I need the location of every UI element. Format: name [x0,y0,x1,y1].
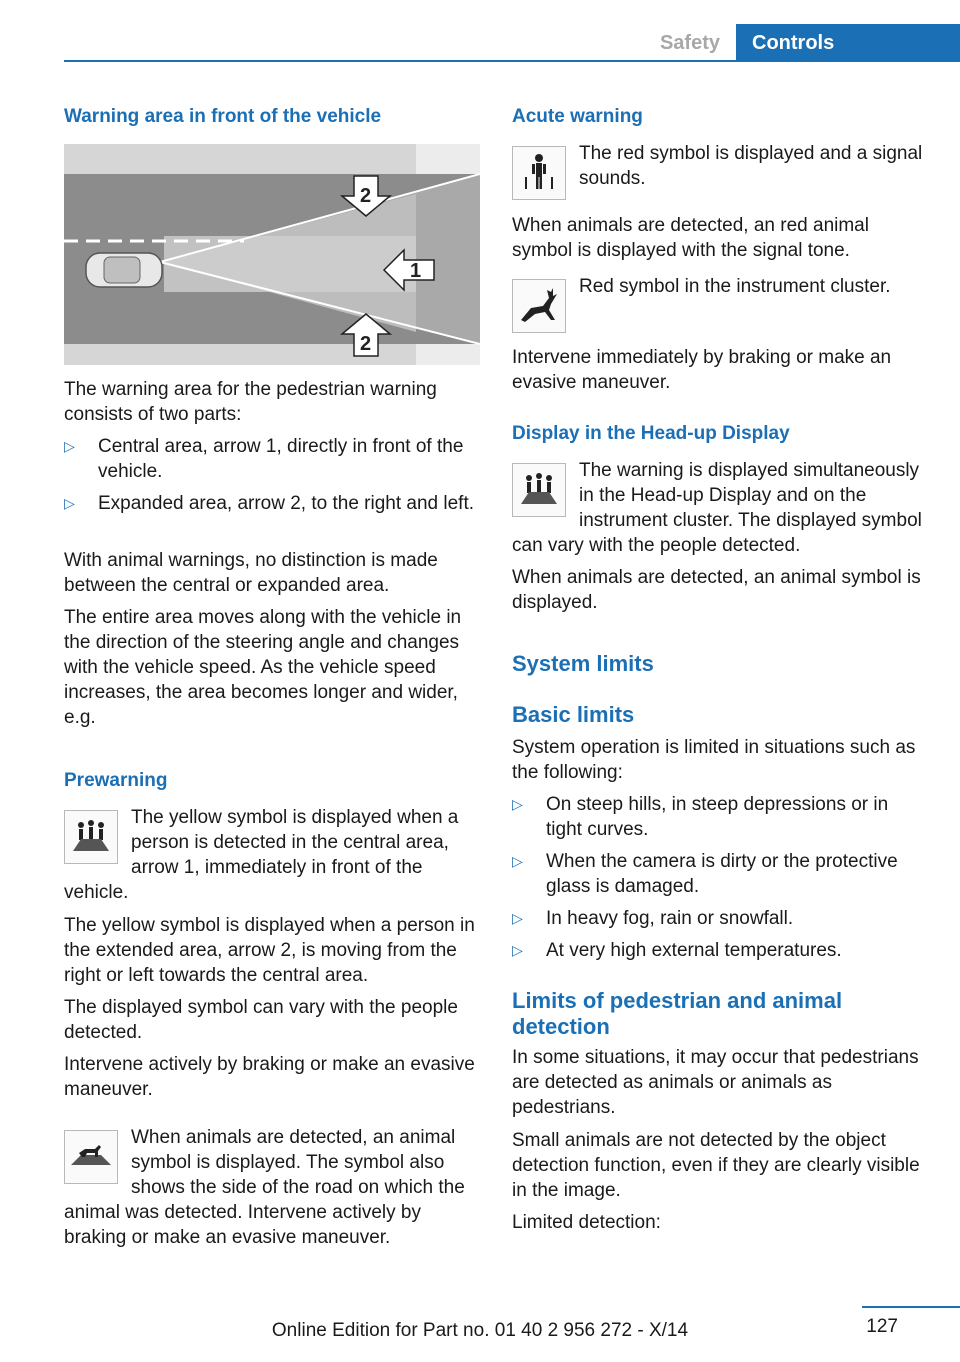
area-moves-text: The entire area moves along with the vehicle in the direction of the steering angle and changes with the vehicle speed. As the vehicle speed increases, the area becomes longer and wider, e.g. [64,607,462,728]
prewarning-text-content: The yellow symbol is displayed when a person is detected in the central area, arrow 1, immediately in front of the vehicle. [64,807,459,903]
bullet-icon: ▷ [512,853,523,869]
symbol-vary-text: The displayed symbol can vary with the people detected. [64,997,458,1043]
figure-label-1: 1 [410,260,422,282]
limited-detection-text: Limited detection: [512,1212,661,1233]
tab-controls[interactable]: Controls [736,24,960,62]
red-animal-text: When animals are detected, an red animal symbol is displayed with the signal tone. [512,215,869,261]
list-item-text: On steep hills, in steep depressions or in tight curves. [546,794,889,840]
figure-label-2-bottom: 2 [360,333,372,355]
red-symbol-text-content: Red symbol in the instrument cluster. [579,276,891,297]
intro-text: The warning area for the pedestrian warning consists of two parts: [64,379,437,425]
list-item-text: Central area, arrow 1, directly in front of the vehicle. [98,436,464,482]
footer-rule [862,1306,960,1308]
heading-limits-detection: Limits of pedestrian and animal detection [512,988,843,1039]
acute-warning-text-content: The red symbol is displayed and a signal sounds. [579,143,923,189]
list-item-text: At very high external temperatures. [546,940,842,961]
basic-limits-text: System operation is limited in situations such as the following: [512,737,916,783]
list-item [64,491,480,543]
intervene-immediately-text: Intervene immediately by braking or make an evasive maneuver. [512,347,892,393]
detection-text: In some situations, it may occur that pedestrians are detected as animals or animals as pedestrians. [512,1047,919,1118]
warning-area-diagram [64,144,480,365]
list-item [512,938,928,965]
acute-warning-text [512,141,928,193]
intervene-text: Intervene actively by braking or make an evasive maneuver. [64,1054,475,1100]
icon-spacer [64,1125,131,1200]
list-item [512,792,928,844]
icon-spacer [512,274,579,326]
list-item-text: In heavy fog, rain or snowfall. [546,908,794,929]
animal-symbol-text-content: When animals are detected, an animal symbol is displayed. The symbol also shows the side of the road on which the animal was detected. Intervene actively by braking or make an evasive maneuver. [64,1127,465,1248]
warning-area-figure [64,144,480,365]
heading-prewarning: Prewarning [64,770,168,791]
bullet-icon: ▷ [512,942,523,958]
tab-safety[interactable]: Safety [659,32,720,54]
list-item [64,434,480,486]
bullet-icon: ▷ [512,910,523,926]
figure-label-2-top: 2 [360,185,372,207]
prewarning-text [64,805,480,905]
list-item-text: Expanded area, arrow 2, to the right and left. [98,493,475,514]
icon-spacer [512,141,579,193]
list-item [512,849,928,901]
list-item [512,906,928,933]
icon-spacer [512,458,579,533]
hud-text [512,458,928,558]
animal-warning-text: With animal warnings, no distinction is made between the central or expanded area. [64,550,438,596]
bullet-icon: ▷ [64,438,75,454]
hud-text-content: The warning is displayed simultaneously in the Head-up Display and on the instrument cluster. The displayed symbol can vary with the people detected. [512,460,922,556]
edition-footer: Online Edition for Part no. 01 40 2 956 272 - X/14 [271,1320,689,1341]
extended-area-text: The yellow symbol is displayed when a person in the extended area, arrow 2, is moving from the right or left towards the central area. [64,915,475,986]
header-rule [64,60,960,62]
hud-animal-text: When animals are detected, an animal symbol is displayed. [512,567,921,613]
bullet-icon: ▷ [512,796,523,812]
heading-warning-area: Warning area in front of the vehicle [64,106,382,127]
bullet-icon: ▷ [64,495,75,511]
page-header [0,0,960,62]
red-symbol-text [512,274,928,326]
heading-system-limits: System limits [512,651,654,676]
car-icon [86,253,162,287]
heading-hud: Display in the Head-up Display [512,423,790,444]
page-number: 127 [866,1316,898,1337]
icon-spacer [64,805,131,880]
small-animals-text: Small animals are not detected by the object detection function, even if they are clearly visible in the image. [512,1130,920,1201]
heading-acute-warning: Acute warning [512,106,643,127]
list-item-text: When the camera is dirty or the protective glass is damaged. [546,851,898,897]
heading-basic-limits: Basic limits [512,702,635,727]
animal-symbol-text [64,1125,480,1250]
